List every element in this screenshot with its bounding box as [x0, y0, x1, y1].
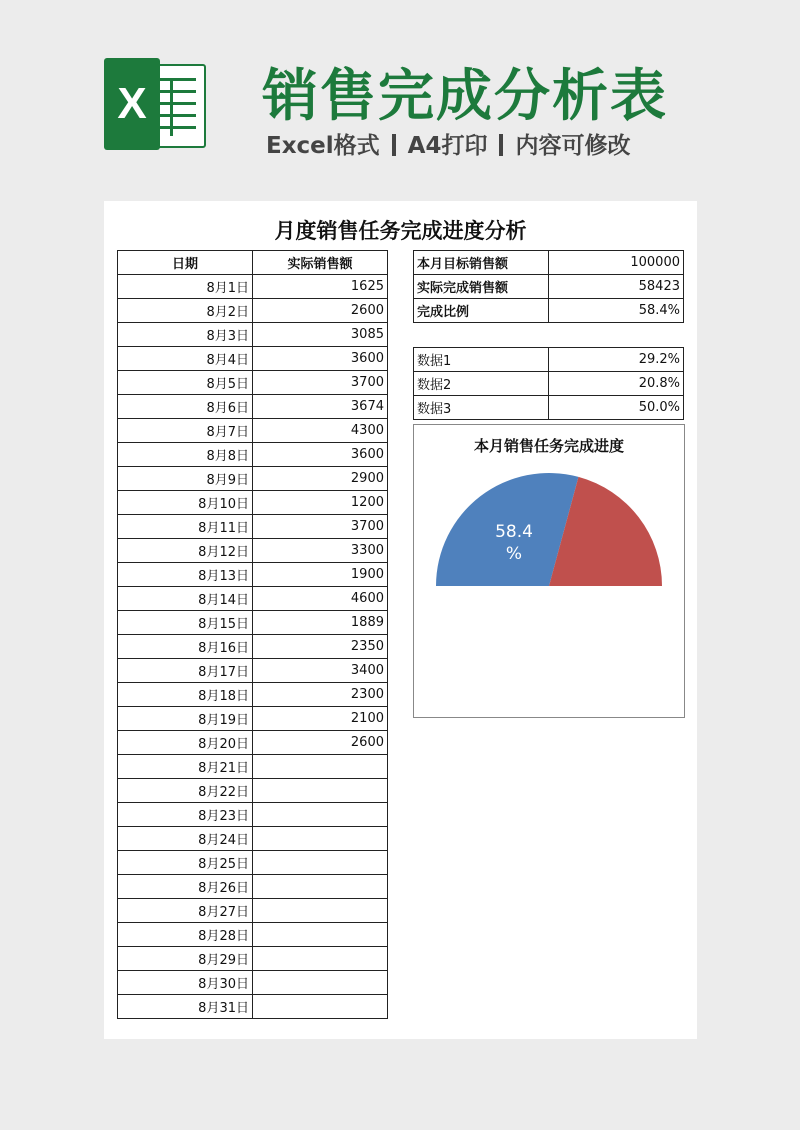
- date-cell[interactable]: 8月14日: [118, 587, 253, 611]
- amount-cell[interactable]: [253, 803, 388, 827]
- table-row: [118, 971, 388, 995]
- amount-cell[interactable]: 4300: [253, 419, 388, 443]
- table-row: [118, 467, 388, 491]
- table-row: [414, 251, 684, 275]
- data-value-cell[interactable]: 20.8%: [549, 372, 684, 396]
- subtitle-print: A4打印: [407, 133, 488, 159]
- date-cell[interactable]: 8月16日: [118, 635, 253, 659]
- summary-table: [413, 250, 684, 323]
- summary-value-cell[interactable]: 58.4%: [549, 299, 684, 323]
- table-row: [118, 947, 388, 971]
- date-cell[interactable]: 8月24日: [118, 827, 253, 851]
- date-cell[interactable]: 8月4日: [118, 347, 253, 371]
- amount-cell[interactable]: 2900: [253, 467, 388, 491]
- amount-cell[interactable]: 1200: [253, 491, 388, 515]
- date-cell[interactable]: 8月3日: [118, 323, 253, 347]
- amount-cell[interactable]: 3700: [253, 371, 388, 395]
- amount-cell[interactable]: 3600: [253, 443, 388, 467]
- date-cell[interactable]: 8月11日: [118, 515, 253, 539]
- amount-cell[interactable]: [253, 971, 388, 995]
- table-row: [118, 395, 388, 419]
- table-row: [118, 611, 388, 635]
- table-header-row: [118, 251, 388, 275]
- table-row: [118, 707, 388, 731]
- amount-cell[interactable]: 3400: [253, 659, 388, 683]
- table-row: [414, 372, 684, 396]
- amount-cell[interactable]: 3600: [253, 347, 388, 371]
- amount-cell[interactable]: [253, 779, 388, 803]
- date-cell[interactable]: 8月13日: [118, 563, 253, 587]
- date-cell[interactable]: 8月17日: [118, 659, 253, 683]
- table-row: [414, 396, 684, 420]
- subtitle-separator: [392, 134, 396, 156]
- subtitle: [266, 127, 630, 160]
- excel-x-badge: X: [104, 58, 160, 150]
- summary-label-cell[interactable]: 完成比例: [414, 299, 549, 323]
- date-cell[interactable]: 8月9日: [118, 467, 253, 491]
- date-cell[interactable]: 8月18日: [118, 683, 253, 707]
- date-cell[interactable]: 8月26日: [118, 875, 253, 899]
- data-value-cell[interactable]: 50.0%: [549, 396, 684, 420]
- table-row: [118, 491, 388, 515]
- date-cell[interactable]: 8月31日: [118, 995, 253, 1019]
- main-title: 销售完成分析表: [262, 64, 668, 129]
- table-row: [118, 659, 388, 683]
- table-row: [118, 899, 388, 923]
- date-cell[interactable]: 8月29日: [118, 947, 253, 971]
- date-cell[interactable]: 8月28日: [118, 923, 253, 947]
- date-cell[interactable]: 8月12日: [118, 539, 253, 563]
- page-header: [0, 0, 800, 200]
- pie-data-label: 58.4: [495, 522, 533, 542]
- amount-cell[interactable]: 1889: [253, 611, 388, 635]
- date-cell[interactable]: 8月23日: [118, 803, 253, 827]
- date-cell[interactable]: 8月7日: [118, 419, 253, 443]
- date-cell[interactable]: 8月15日: [118, 611, 253, 635]
- data-label-cell[interactable]: 数据2: [414, 372, 549, 396]
- subtitle-editable: 内容可修改: [515, 133, 631, 159]
- data-value-cell[interactable]: 29.2%: [549, 348, 684, 372]
- table-row: [118, 323, 388, 347]
- subtitle-separator: [499, 134, 503, 156]
- table-row: [118, 755, 388, 779]
- date-cell[interactable]: 8月27日: [118, 899, 253, 923]
- date-cell[interactable]: 8月30日: [118, 971, 253, 995]
- date-cell[interactable]: 8月25日: [118, 851, 253, 875]
- table-row: [118, 563, 388, 587]
- amount-cell[interactable]: 4600: [253, 587, 388, 611]
- table-row: [414, 299, 684, 323]
- amount-cell[interactable]: 3085: [253, 323, 388, 347]
- amount-cell[interactable]: 1900: [253, 563, 388, 587]
- table-row: [118, 635, 388, 659]
- data-ratio-table: [413, 347, 684, 420]
- amount-cell[interactable]: [253, 851, 388, 875]
- pie-slice-数据3[interactable]: [436, 586, 662, 699]
- table-row: [118, 731, 388, 755]
- table-row: [118, 923, 388, 947]
- amount-cell[interactable]: 2600: [253, 731, 388, 755]
- table-row: [118, 275, 388, 299]
- amount-cell[interactable]: [253, 875, 388, 899]
- table-row: [118, 851, 388, 875]
- date-cell[interactable]: 8月19日: [118, 707, 253, 731]
- amount-cell[interactable]: [253, 995, 388, 1019]
- amount-cell[interactable]: 3674: [253, 395, 388, 419]
- table-row: [118, 683, 388, 707]
- summary-value-cell[interactable]: 58423: [549, 275, 684, 299]
- sheet-title: 月度销售任务完成进度分析: [274, 219, 527, 243]
- date-cell[interactable]: 8月21日: [118, 755, 253, 779]
- table-row: [118, 299, 388, 323]
- amount-cell[interactable]: 3700: [253, 515, 388, 539]
- table-row: [118, 515, 388, 539]
- amount-cell[interactable]: [253, 755, 388, 779]
- data-label-cell[interactable]: 数据3: [414, 396, 549, 420]
- summary-value-cell[interactable]: 100000: [549, 251, 684, 275]
- table-row: [118, 827, 388, 851]
- date-cell[interactable]: 8月8日: [118, 443, 253, 467]
- date-column-header[interactable]: 日期: [118, 251, 253, 275]
- table-row: [118, 779, 388, 803]
- daily-sales-table: [117, 250, 388, 1019]
- summary-label-cell[interactable]: 本月目标销售额: [414, 251, 549, 275]
- table-row: [118, 803, 388, 827]
- table-row: [414, 348, 684, 372]
- amount-cell[interactable]: 2600: [253, 299, 388, 323]
- date-cell[interactable]: 8月2日: [118, 299, 253, 323]
- pie-data-label: %: [505, 544, 523, 564]
- table-row: [118, 347, 388, 371]
- date-cell[interactable]: 8月10日: [118, 491, 253, 515]
- date-cell[interactable]: 8月22日: [118, 779, 253, 803]
- data-label-cell[interactable]: 数据1: [414, 348, 549, 372]
- amount-cell[interactable]: 2100: [253, 707, 388, 731]
- table-row: [118, 371, 388, 395]
- amount-cell[interactable]: 1625: [253, 275, 388, 299]
- summary-label-cell[interactable]: 实际完成销售额: [414, 275, 549, 299]
- excel-logo-icon: [104, 58, 204, 150]
- chart-title: 本月销售任务完成进度: [473, 437, 624, 455]
- progress-chart[interactable]: [413, 424, 685, 718]
- date-cell[interactable]: 8月20日: [118, 731, 253, 755]
- subtitle-format: Excel格式: [266, 133, 380, 159]
- amount-cell[interactable]: [253, 899, 388, 923]
- amount-cell[interactable]: 3300: [253, 539, 388, 563]
- table-row: [118, 587, 388, 611]
- table-row: [118, 875, 388, 899]
- date-cell[interactable]: 8月5日: [118, 371, 253, 395]
- amount-cell[interactable]: 2350: [253, 635, 388, 659]
- amount-cell[interactable]: [253, 827, 388, 851]
- table-row: [118, 995, 388, 1019]
- table-row: [118, 539, 388, 563]
- amount-column-header[interactable]: 实际销售额: [253, 251, 388, 275]
- chart-plot: [414, 425, 684, 717]
- table-row: [414, 275, 684, 299]
- table-row: [118, 419, 388, 443]
- amount-cell[interactable]: 2300: [253, 683, 388, 707]
- amount-cell[interactable]: [253, 923, 388, 947]
- spreadsheet-page: [104, 201, 697, 1039]
- amount-cell[interactable]: [253, 947, 388, 971]
- date-cell[interactable]: 8月1日: [118, 275, 253, 299]
- table-row: [118, 443, 388, 467]
- date-cell[interactable]: 8月6日: [118, 395, 253, 419]
